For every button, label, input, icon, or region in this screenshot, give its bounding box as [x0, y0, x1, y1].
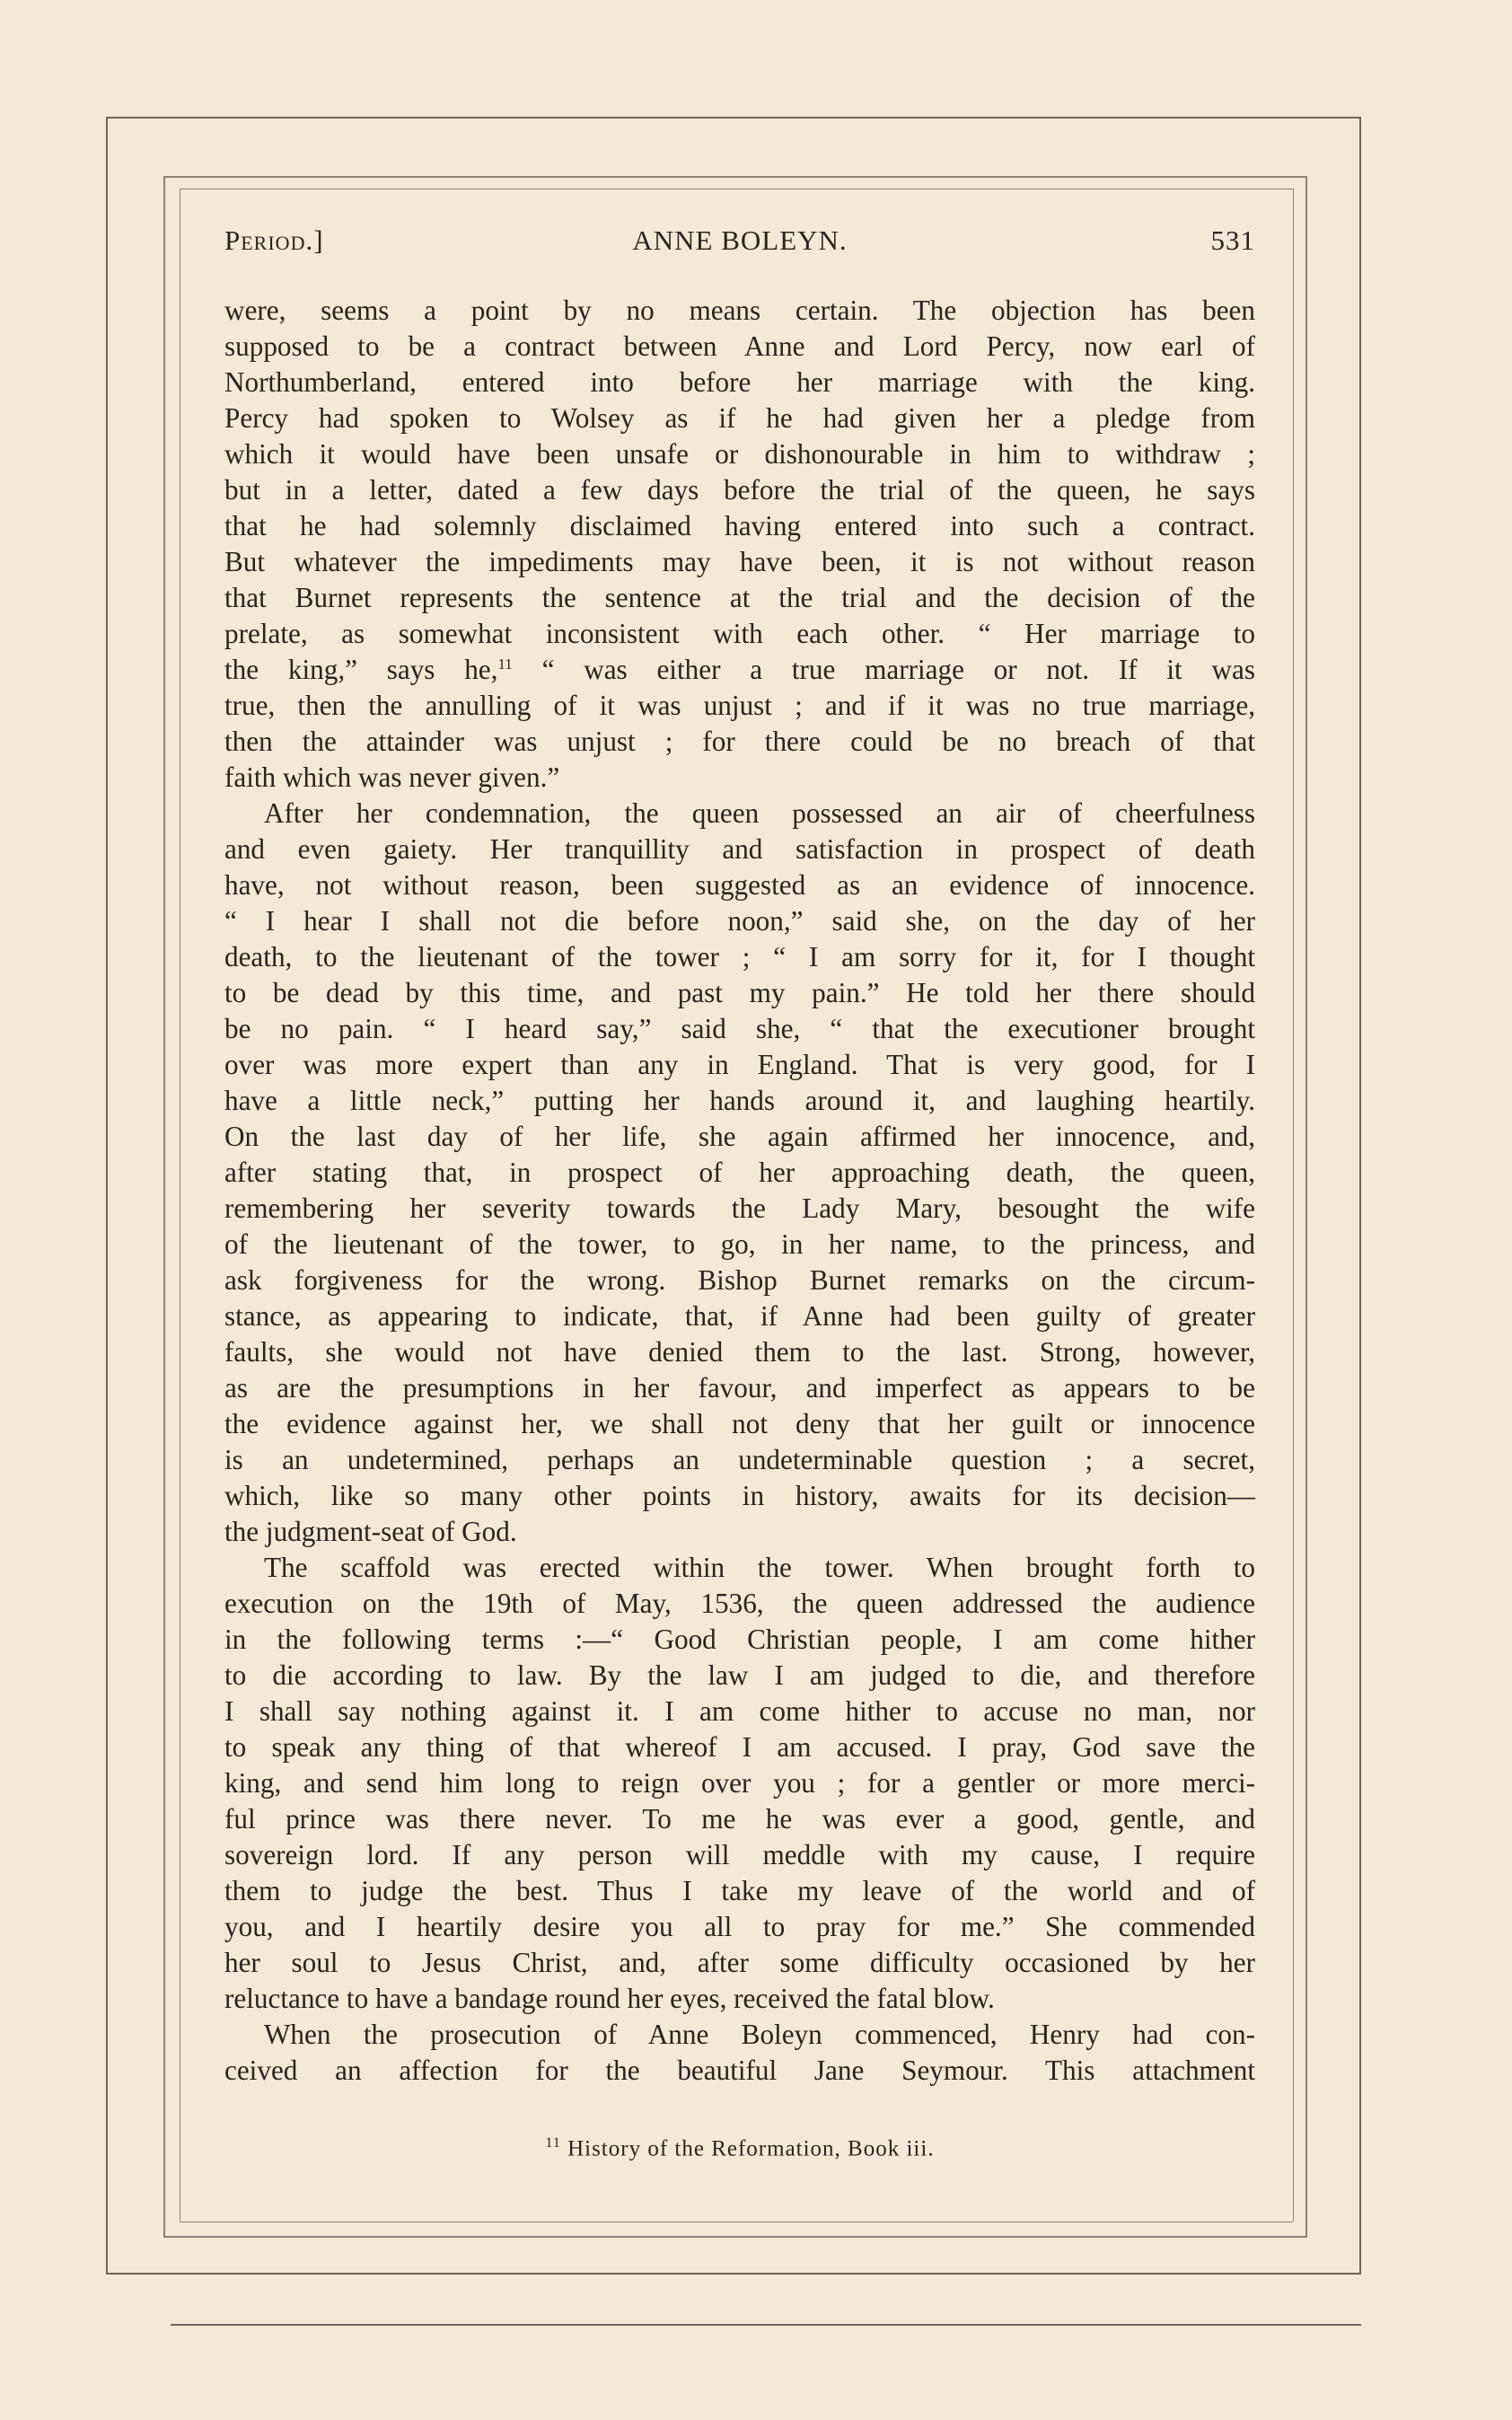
text-line: ask forgiveness for the wrong. Bishop Burnet remarks on the circum- [224, 1264, 1255, 1296]
inner-frame-left-rule [163, 176, 165, 2238]
text-line: But whatever the impediments may have been, it is not without reason [224, 546, 1255, 577]
footnote-reference: 11 [497, 656, 513, 673]
text-line: to be dead by this time, and past my pain.” He told her there should [224, 977, 1255, 1008]
text-line: sovereign lord. If any person will meddle with my cause, I require [224, 1839, 1255, 1870]
footnote-marker: 11 [545, 2135, 561, 2151]
text-line [224, 652, 1255, 688]
text-line: death, to the lieutenant of the tower ; “ I am sorry for it, for I thought [224, 941, 1255, 972]
header-section-label: Period.] [224, 224, 324, 256]
text-line: The scaffold was erected within the tower. When brought forth to [264, 1552, 1255, 1583]
text-line: supposed to be a contract between Anne and Lord Percy, now earl of [224, 330, 1255, 362]
text-line-segment: the king,” says he, [224, 654, 498, 685]
text-line: faith which was never given.” [224, 761, 560, 793]
text-line: to speak any thing of that whereof I am accused. I pray, God save the [224, 1731, 1255, 1763]
outer-frame-bottom-rule [106, 2273, 1361, 2275]
text-line: that he had solemnly disclaimed having entered into such a contract. [224, 510, 1255, 541]
running-header [224, 224, 1255, 260]
text-line: have, not without reason, been suggested as an evidence of innocence. [224, 869, 1255, 901]
text-line: When the prosecution of Anne Boleyn commenced, Henry had con- [264, 2019, 1255, 2050]
footnote [224, 2135, 1255, 2161]
text-line: reluctance to have a bandage round her eyes, received the fatal blow. [224, 1983, 995, 2014]
text-line: that Burnet represents the sentence at the trial and the decision of the [224, 582, 1255, 613]
text-line: over was more expert than any in England. That is very good, for I [224, 1049, 1255, 1080]
text-line: Percy had spoken to Wolsey as if he had given her a pledge from [224, 402, 1255, 434]
text-line: After her condemnation, the queen possessed an air of cheerfulness [264, 797, 1255, 829]
text-line: I shall say nothing against it. I am come hither to accuse no man, nor [224, 1695, 1255, 1727]
text-line: the evidence against her, we shall not deny that her guilt or innocence [224, 1408, 1255, 1439]
text-line: be no pain. “ I heard say,” said she, “ that the executioner brought [224, 1013, 1255, 1044]
text-line: but in a letter, dated a few days before the trial of the queen, he says [224, 474, 1255, 506]
header-title: ANNE BOLEYN. [632, 224, 848, 256]
text-line: king, and send him long to reign over you ; for a gentler or more merci- [224, 1767, 1255, 1799]
text-line: and even gaiety. Her tranquillity and satisfaction in prospect of death [224, 833, 1255, 865]
text-line: of the lieutenant of the tower, to go, in her name, to the princess, and [224, 1228, 1255, 1260]
bottom-page-rule [171, 2324, 1361, 2326]
text-line: after stating that, in prospect of her approaching death, the queen, [224, 1157, 1255, 1188]
page-number: 531 [1210, 224, 1255, 256]
text-line: her soul to Jesus Christ, and, after some difficulty occasioned by her [224, 1947, 1255, 1978]
text-line: faults, she would not have denied them to the last. Strong, however, [224, 1336, 1255, 1368]
text-line: ceived an affection for the beautiful Jane Seymour. This attachment [224, 2055, 1255, 2086]
text-line: then the attainder was unjust ; for there could be no breach of that [224, 726, 1255, 757]
text-line: as are the presumptions in her favour, and imperfect as appears to be [224, 1372, 1255, 1404]
text-line: Northumberland, entered into before her marriage with the king. [224, 366, 1255, 398]
text-line: ful prince was there never. To me he was ever a good, gentle, and [224, 1803, 1255, 1835]
outer-frame-left-rule [106, 117, 108, 2275]
text-line: were, seems a point by no means certain. The objection has been [224, 295, 1255, 326]
inner-frame-right-rule [1305, 176, 1307, 2238]
text-line: them to judge the best. Thus I take my leave of the world and of [224, 1875, 1255, 1906]
text-line: On the last day of her life, she again affirmed her innocence, and, [224, 1121, 1255, 1152]
text-line: execution on the 19th of May, 1536, the queen addressed the audience [224, 1588, 1255, 1619]
footnote-text: History of the Reformation, Book iii. [567, 2136, 935, 2161]
text-line: have a little neck,” putting her hands around it, and laughing heartily. [224, 1085, 1255, 1116]
text-line: true, then the annulling of it was unjust ; and if it was no true marriage, [224, 690, 1255, 721]
text-line: in the following terms :—“ Good Christian people, I am come hither [224, 1624, 1255, 1655]
text-line-segment: “ was either a true marriage or not. If it was [512, 654, 1255, 685]
text-line: which, like so many other points in history, awaits for its decision— [224, 1480, 1255, 1511]
inner-frame-bottom-rule [163, 2236, 1307, 2238]
outer-frame-top-rule [106, 117, 1361, 119]
text-line: to die according to law. By the law I am judged to die, and therefore [224, 1659, 1255, 1691]
text-line: which it would have been unsafe or dishonourable in him to withdraw ; [224, 438, 1255, 470]
text-line: stance, as appearing to indicate, that, if Anne had been guilty of greater [224, 1300, 1255, 1332]
text-line: prelate, as somewhat inconsistent with each other. “ Her marriage to [224, 618, 1255, 649]
body-text [224, 293, 1255, 2089]
inner-frame-right-rule-2 [1293, 189, 1294, 2222]
outer-frame-right-rule [1359, 117, 1361, 2275]
text-line: is an undetermined, perhaps an undeterminable question ; a secret, [224, 1444, 1255, 1475]
text-line: remembering her severity towards the Lady Mary, besought the wife [224, 1192, 1255, 1224]
text-line: the judgment-seat of God. [224, 1516, 517, 1547]
text-line: you, and I heartily desire you all to pray for me.” She commended [224, 1911, 1255, 1942]
text-line: “ I hear I shall not die before noon,” said she, on the day of her [224, 905, 1255, 937]
inner-frame-top-rule [163, 176, 1307, 178]
